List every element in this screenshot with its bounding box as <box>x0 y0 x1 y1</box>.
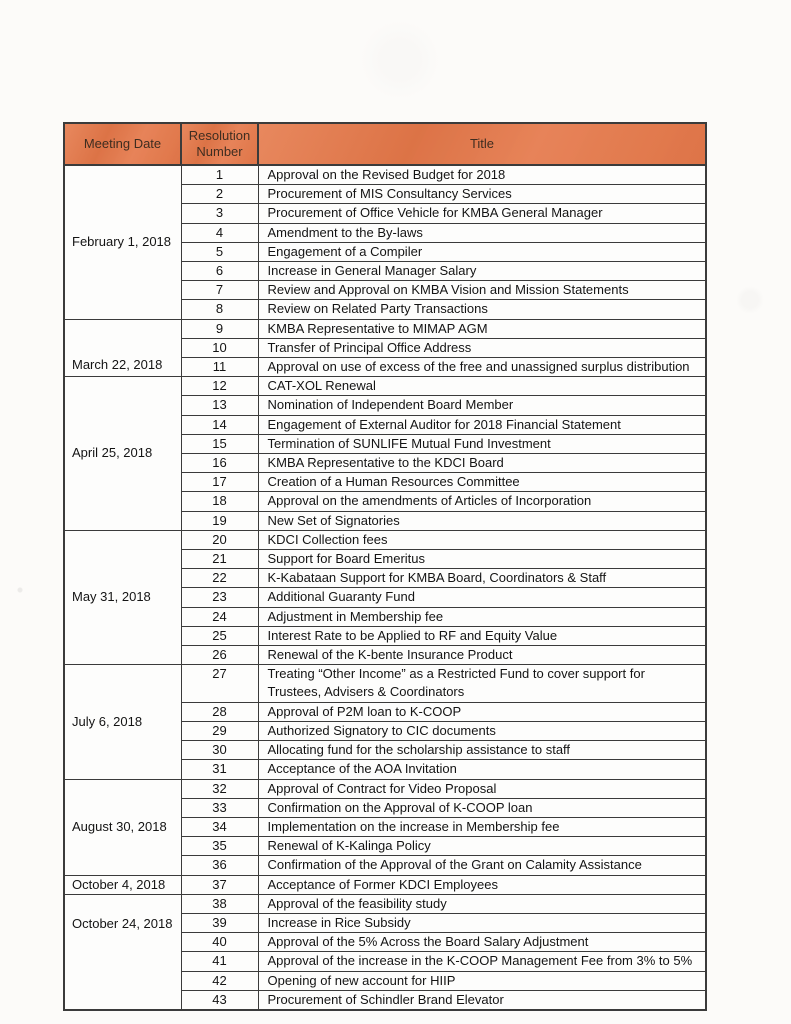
resolution-title-cell: Nomination of Independent Board Member <box>258 396 706 415</box>
resolution-title-cell: Adjustment in Membership fee <box>258 607 706 626</box>
meeting-date-cell: July 6, 2018 <box>64 665 181 779</box>
resolution-title-cell: Renewal of K-Kalinga Policy <box>258 837 706 856</box>
table-row <box>64 530 706 549</box>
meeting-date-cell: October 4, 2018 <box>64 875 181 894</box>
resolution-title-cell: Implementation on the increase in Membership fee <box>258 817 706 836</box>
resolution-title-cell: Acceptance of Former KDCI Employees <box>258 875 706 894</box>
table-body <box>64 165 706 1010</box>
table-row <box>64 319 706 338</box>
header-meeting-date: Meeting Date <box>64 123 181 165</box>
resolution-number-cell: 16 <box>181 454 258 473</box>
resolution-number-cell: 15 <box>181 434 258 453</box>
resolution-number-cell: 32 <box>181 779 258 798</box>
table-row <box>64 377 706 396</box>
resolution-title-cell: Approval of P2M loan to K-COOP <box>258 702 706 721</box>
resolution-title-cell: Engagement of a Compiler <box>258 242 706 261</box>
resolution-number-cell: 39 <box>181 913 258 932</box>
resolution-title-cell: Renewal of the K-bente Insurance Product <box>258 646 706 665</box>
resolution-number-cell: 8 <box>181 300 258 319</box>
resolution-title-cell: Allocating fund for the scholarship assistance to staff <box>258 741 706 760</box>
resolution-number-cell: 1 <box>181 165 258 185</box>
header-row <box>64 123 706 165</box>
resolution-number-cell: 28 <box>181 702 258 721</box>
table-row <box>64 165 706 185</box>
resolution-number-cell: 22 <box>181 569 258 588</box>
resolution-title-cell: Increase in General Manager Salary <box>258 262 706 281</box>
resolution-number-cell: 35 <box>181 837 258 856</box>
resolution-number-cell: 20 <box>181 530 258 549</box>
resolution-number-cell: 27 <box>181 665 258 702</box>
resolution-title-cell: Approval on the amendments of Articles of Incorporation <box>258 492 706 511</box>
resolution-title-cell: Additional Guaranty Fund <box>258 588 706 607</box>
resolution-number-cell: 2 <box>181 185 258 204</box>
resolution-number-cell: 11 <box>181 358 258 377</box>
resolution-number-cell: 31 <box>181 760 258 779</box>
header-title: Title <box>258 123 706 165</box>
table-row <box>64 875 706 894</box>
meeting-date-cell: August 30, 2018 <box>64 779 181 875</box>
resolution-number-cell: 37 <box>181 875 258 894</box>
resolutions-table <box>63 122 707 1011</box>
resolution-number-cell: 9 <box>181 319 258 338</box>
resolution-number-cell: 14 <box>181 415 258 434</box>
resolution-number-cell: 25 <box>181 626 258 645</box>
resolution-title-cell: Confirmation on the Approval of K-COOP loan <box>258 798 706 817</box>
meeting-date-cell: February 1, 2018 <box>64 165 181 319</box>
resolution-title-cell: Opening of new account for HIIP <box>258 971 706 990</box>
resolution-title-cell: Support for Board Emeritus <box>258 550 706 569</box>
meeting-date-cell: May 31, 2018 <box>64 530 181 664</box>
resolution-number-cell: 34 <box>181 817 258 836</box>
resolution-number-cell: 13 <box>181 396 258 415</box>
resolution-title-cell: Procurement of Office Vehicle for KMBA General Manager <box>258 204 706 223</box>
meeting-date-cell: March 22, 2018 <box>64 319 181 377</box>
resolution-number-cell: 36 <box>181 856 258 875</box>
resolution-number-cell: 3 <box>181 204 258 223</box>
resolution-number-cell: 19 <box>181 511 258 530</box>
resolution-title-cell: KDCI Collection fees <box>258 530 706 549</box>
resolution-title-cell: KMBA Representative to the KDCI Board <box>258 454 706 473</box>
resolution-title-cell: Review on Related Party Transactions <box>258 300 706 319</box>
resolution-title-cell: Approval of the feasibility study <box>258 894 706 913</box>
resolution-number-cell: 17 <box>181 473 258 492</box>
resolution-number-cell: 40 <box>181 933 258 952</box>
resolution-title-cell: Authorized Signatory to CIC documents <box>258 721 706 740</box>
resolution-title-cell: Approval on the Revised Budget for 2018 <box>258 165 706 185</box>
resolution-number-cell: 42 <box>181 971 258 990</box>
resolution-title-cell: Approval of the 5% Across the Board Salary Adjustment <box>258 933 706 952</box>
resolution-title-cell: Termination of SUNLIFE Mutual Fund Investment <box>258 434 706 453</box>
resolution-title-cell: Amendment to the By-laws <box>258 223 706 242</box>
resolution-title-cell: Interest Rate to be Applied to RF and Equity Value <box>258 626 706 645</box>
resolution-number-cell: 26 <box>181 646 258 665</box>
resolution-title-cell: Approval of Contract for Video Proposal <box>258 779 706 798</box>
resolution-number-cell: 29 <box>181 721 258 740</box>
resolution-number-cell: 23 <box>181 588 258 607</box>
resolution-number-cell: 33 <box>181 798 258 817</box>
resolution-title-cell: Review and Approval on KMBA Vision and Mission Statements <box>258 281 706 300</box>
resolution-number-cell: 5 <box>181 242 258 261</box>
resolution-number-cell: 18 <box>181 492 258 511</box>
resolution-title-cell: Approval on use of excess of the free and unassigned surplus distribution <box>258 358 706 377</box>
table-row <box>64 665 706 702</box>
table-row <box>64 779 706 798</box>
resolution-title-cell: Transfer of Principal Office Address <box>258 338 706 357</box>
resolution-number-cell: 4 <box>181 223 258 242</box>
resolution-title-cell: New Set of Signatories <box>258 511 706 530</box>
resolution-title-cell: Procurement of MIS Consultancy Services <box>258 185 706 204</box>
resolution-number-cell: 6 <box>181 262 258 281</box>
resolution-title-cell: Procurement of Schindler Brand Elevator <box>258 990 706 1010</box>
table-row <box>64 894 706 913</box>
resolution-title-cell: CAT-XOL Renewal <box>258 377 706 396</box>
resolution-number-cell: 10 <box>181 338 258 357</box>
resolution-title-cell: Confirmation of the Approval of the Grant on Calamity Assistance <box>258 856 706 875</box>
resolution-number-cell: 21 <box>181 550 258 569</box>
resolution-title-cell: Creation of a Human Resources Committee <box>258 473 706 492</box>
resolution-number-cell: 38 <box>181 894 258 913</box>
header-resolution-number: Resolution Number <box>181 123 258 165</box>
resolution-title-cell: K-Kabataan Support for KMBA Board, Coordinators & Staff <box>258 569 706 588</box>
resolution-number-cell: 43 <box>181 990 258 1010</box>
resolution-number-cell: 41 <box>181 952 258 971</box>
meeting-date-cell: April 25, 2018 <box>64 377 181 531</box>
meeting-date-cell: October 24, 2018 <box>64 894 181 1010</box>
resolution-title-cell: Treating “Other Income” as a Restricted Fund to cover support for Trustees, Advisers & Coordinators <box>258 665 706 702</box>
resolution-title-cell: Increase in Rice Subsidy <box>258 913 706 932</box>
resolution-title-cell: KMBA Representative to MIMAP AGM <box>258 319 706 338</box>
resolution-number-cell: 30 <box>181 741 258 760</box>
resolution-title-cell: Approval of the increase in the K-COOP Management Fee from 3% to 5% <box>258 952 706 971</box>
resolution-number-cell: 24 <box>181 607 258 626</box>
resolution-title-cell: Engagement of External Auditor for 2018 Financial Statement <box>258 415 706 434</box>
resolution-number-cell: 12 <box>181 377 258 396</box>
resolution-title-cell: Acceptance of the AOA Invitation <box>258 760 706 779</box>
resolution-number-cell: 7 <box>181 281 258 300</box>
